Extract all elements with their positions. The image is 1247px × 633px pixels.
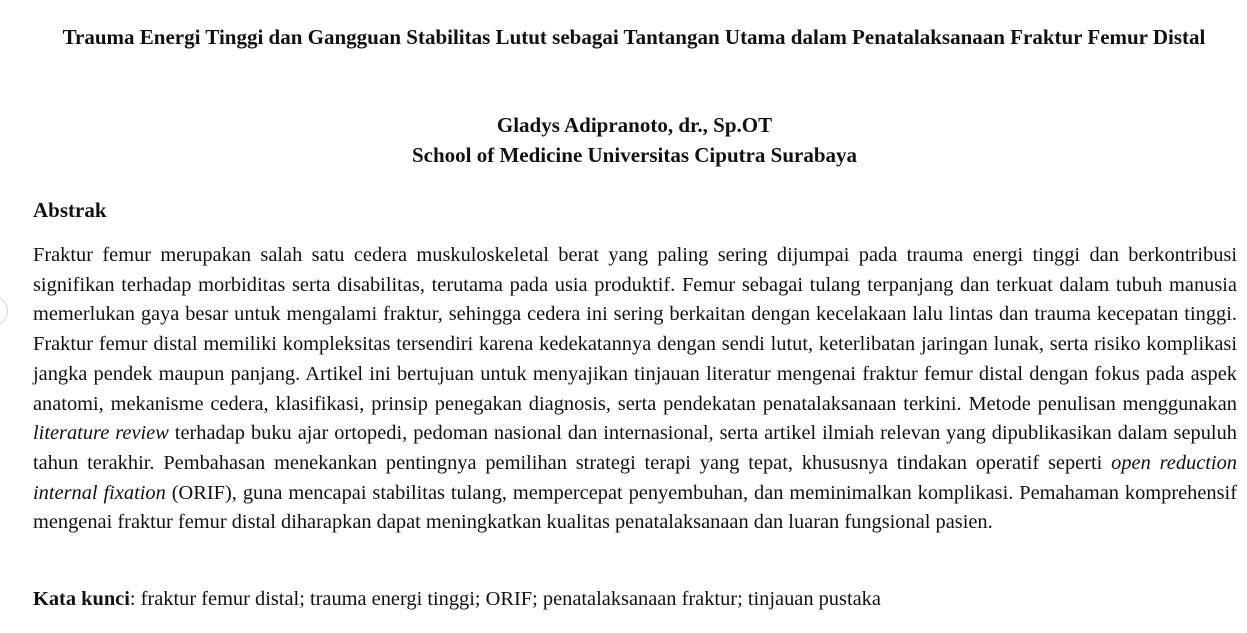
abstract-text-part-1: Fraktur femur merupakan salah satu cedera muskuloskeletal berat yang paling sering dijumpai pada trauma energi tinggi dan berkontribusi signifikan terhadap morbiditas serta disabilitas, terutama pada usia produktif. Femur sebagai tulang terpanjang dan terkuat dalam tubuh manusia memerlukan gaya besar untuk mengalami fraktur, sehingga cedera ini sering berkaitan dengan kecelakaan lalu lintas dan trauma kecepatan tinggi. Fraktur femur distal memiliki kompleksitas tersendiri karena kedekatannya dengan sendi lutut, keterlibatan jaringan lunak, serta risiko komplikasi jangka pendek maupun panjang. Artikel ini bertujuan untuk menyajikan tinjauan literatur mengenai fraktur femur distal dengan fokus pada aspek anatomi, mekanisme cedera, klasifikasi, prinsip penegakan diagnosis, serta pendekatan penatalaksanaan terkini. Metode penulisan menggunakan bbox=[33, 244, 1237, 415]
abstract-text-part-2: terhadap buku ajar ortopedi, pedoman nasional dan internasional, serta artikel ilmiah relevan yang dipublikasikan dalam sepuluh tahun terakhir. Pembahasan menekankan pentingnya pemilihan strategi terapi yang tepat, khususnya tindakan operatif seperti bbox=[33, 422, 1237, 474]
keywords-list: : fraktur femur distal; trauma energi tinggi; ORIF; penatalaksanaan fraktur; tinjauan pustaka bbox=[129, 588, 881, 610]
author-affiliation: School of Medicine Universitas Ciputra Surabaya bbox=[411, 143, 858, 167]
abstract-body bbox=[33, 241, 1237, 538]
keywords-label: Kata kunci bbox=[33, 588, 130, 610]
abstract-text-part-3: (ORIF), guna mencapai stabilitas tulang, mempercepat penyembuhan, dan meminimalkan komplikasi. Pemahaman komprehensif mengenai fraktur femur distal diharapkan dapat meningkatkan kualitas penatalaksanaan dan luaran fungsional pasien. bbox=[33, 481, 1237, 534]
keywords-line bbox=[33, 584, 1237, 614]
scroll-handle-circle[interactable] bbox=[0, 296, 8, 326]
abstract-italic-term-2: open reduction internal fixation bbox=[33, 451, 1237, 504]
abstract-italic-term-1: literature review bbox=[33, 422, 169, 445]
author-name: Gladys Adipranoto, dr., Sp.OT bbox=[496, 113, 773, 137]
paper-title: Trauma Energi Tinggi dan Gangguan Stabilitas Lutut sebagai Tantangan Utama dalam Penatalaksanaan Fraktur Femur Distal bbox=[62, 25, 1206, 49]
abstract-heading: Abstrak bbox=[33, 198, 107, 222]
